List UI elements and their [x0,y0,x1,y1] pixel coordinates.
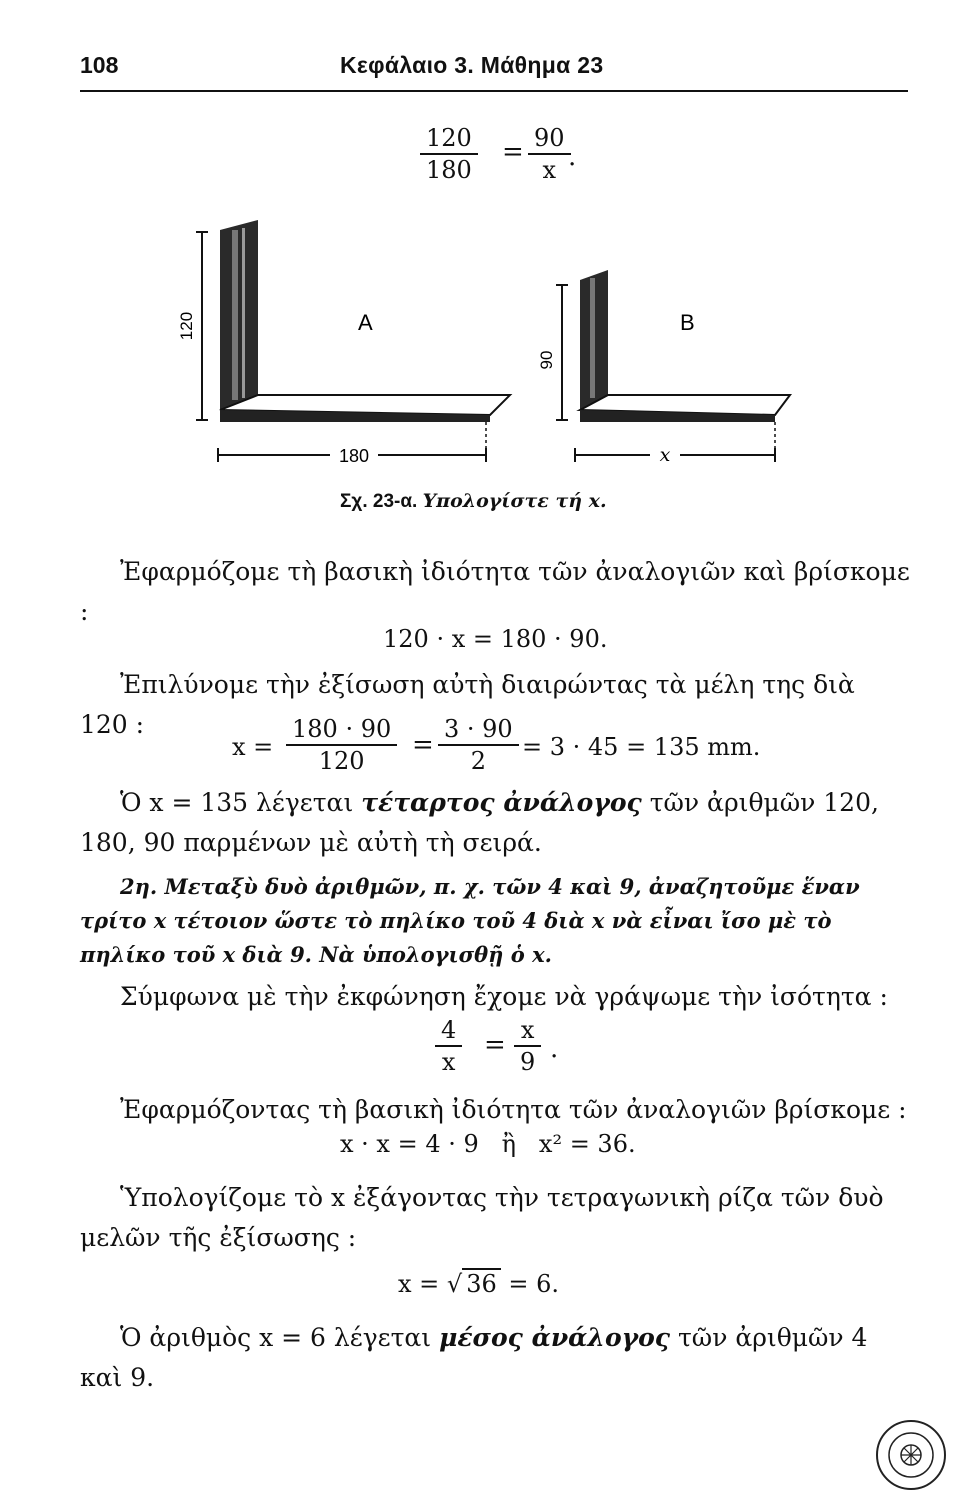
fraction-180x90-over-120 [286,714,397,776]
denominator: x [542,156,557,184]
label-b: B [680,310,695,335]
numerator: 90 [528,123,571,155]
paragraph-1: Ἐφαρμόζομε τὴ βασικὴ ἰδιότητα τῶν ἀναλογιῶν καὶ βρίσκομε : [80,557,910,626]
p8-text-c: τῶν ἀριθμῶν 4 καὶ 9. [80,1323,868,1392]
denominator: 2 [470,747,486,775]
figure-caption [340,490,607,513]
equation-2-rhs: = 3 · 45 = 135 mm. [522,733,761,761]
period: . [550,1034,559,1064]
eq5-lhs: x = [398,1270,447,1298]
page-number: 108 [80,52,119,78]
fraction-3x90-over-2 [438,714,519,776]
term-fourth-proportional: τέταρτος ἀνάλογος [361,788,642,817]
chapter-title: Κεφάλαιο 3. Μάθημα 23 [340,52,604,78]
radicand: 36 [462,1268,501,1298]
equals-sign: = [484,1030,506,1060]
radical-sign: √ [446,1270,463,1298]
paragraph-5: Σύμφωνα μὲ τὴν ἐκφώνηση ἔχομε νὰ γράψωμε τὴν ἰσότητα : [120,982,888,1011]
equals-sign: = [412,730,434,760]
p3-text-c: τῶν ἀριθμῶν 120, 180, 90 παρμένων μὲ αὐτὴ τὴ σειρά. [80,788,879,857]
label-a: A [358,310,373,335]
period: . [568,142,577,172]
denominator: 180 [426,156,472,184]
header-rule [80,90,908,92]
eq5-rhs: = 6. [500,1270,560,1298]
width-b-label: x [659,444,671,466]
numerator: x [514,1015,541,1047]
paragraph-3 [80,783,910,863]
figure-23a [177,210,820,490]
p3-text-a: Ὁ x = 135 λέγεται [120,788,362,817]
caption-label: Σχ. 23-α. [340,491,418,512]
caption-text: Υπολογίστε τή x. [422,490,607,512]
p8-text-a: Ὁ ἀριθμὸς x = 6 λέγεται [120,1323,440,1352]
equation-2-lhs: x = [232,733,274,761]
denominator: 9 [520,1048,536,1076]
paragraph-4: 2η. Μεταξὺ δυὸ ἀριθμῶν, π. χ. τῶν 4 καὶ 9, ἀναζητοῦμε ἕναν τρίτο x τέτοιον ὥστε τὸ πηλίκο τοῦ 4 διὰ x νὰ εἶναι ἴσο μὲ τὸ πηλίκο τοῦ x διὰ 9. Νὰ ὑπολογισθῇ ὁ x. [80,874,860,967]
width-a-label: 180 [338,446,370,466]
foundation-seal-icon [874,1418,948,1492]
angle-b [580,270,790,422]
numerator: 4 [435,1015,462,1047]
height-a-label: 120 [177,311,196,341]
paragraph-6: Ἐφαρμόζοντας τὴ βασικὴ ἰδιότητα τῶν ἀναλογιῶν βρίσκομε : [120,1095,907,1124]
equation-1: 120 · x = 180 · 90. [383,625,608,653]
fraction-90-x [528,123,571,185]
equation-5 [398,1268,559,1298]
paragraph-2: Ἐπιλύνομε τὴν ἐξίσωση αὐτὴ διαιρώντας τὰ μέλη της διὰ 120 : [80,670,855,739]
equals-sign: = [502,137,524,167]
equation-4: x · x = 4 · 9 ἢ x² = 36. [340,1130,636,1158]
numerator: 120 [420,123,478,155]
fraction-4-over-x [435,1015,462,1077]
paragraph-8 [80,1318,910,1398]
fraction-120-180 [420,123,478,185]
height-b-label: 90 [537,350,556,370]
denominator: 120 [318,747,365,775]
paragraph-7: Ὑπολογίζομε τὸ x ἐξάγοντας τὴν τετραγωνικὴ ρίζα τῶν δυὸ μελῶν τῆς ἐξίσωσης : [80,1183,884,1252]
term-mean-proportional: μέσος ἀνάλογος [439,1323,671,1352]
fraction-x-over-9 [514,1015,541,1077]
numerator: 180 · 90 [286,714,397,746]
denominator: x [441,1048,456,1076]
numerator: 3 · 90 [438,714,519,746]
